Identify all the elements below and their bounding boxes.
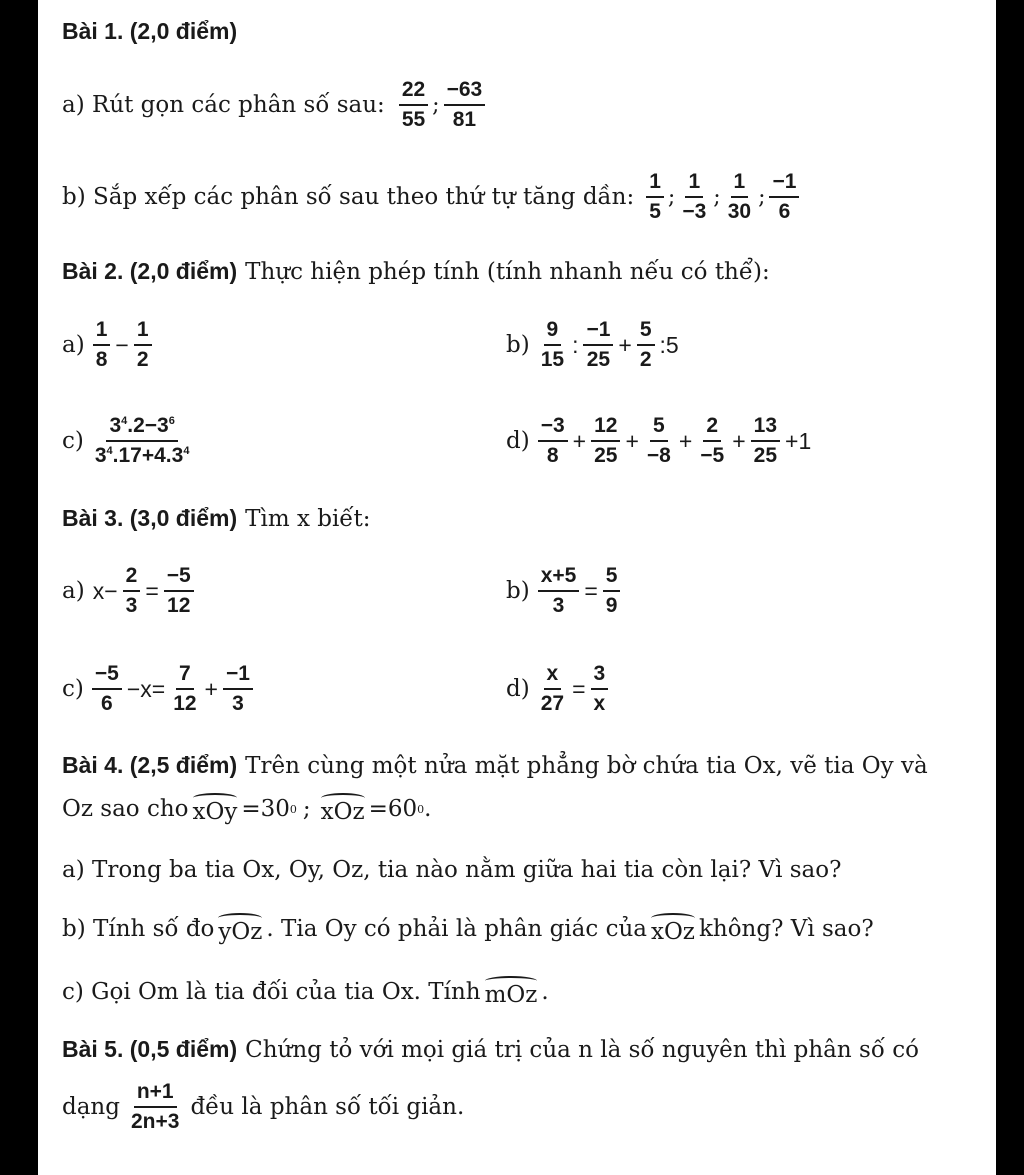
problem-5-title: Bài 5. (0,5 điểm)	[62, 1036, 238, 1062]
problem-4-title: Bài 4. (2,5 điểm)	[62, 752, 238, 778]
fraction: $\frac{3^4.2-3^6}{3^4.17+4.3^4}$	[94, 414, 190, 468]
angle-xoz: xOz	[651, 913, 695, 945]
problem-5-header	[62, 1036, 919, 1063]
fraction: $\frac{12}{25}$	[591, 414, 620, 468]
problem-3-header	[62, 505, 370, 532]
fraction: $\frac{-3}{8}$	[538, 414, 568, 468]
worksheet-page	[38, 0, 996, 1175]
fraction: $\frac{x}{27}$	[540, 662, 565, 716]
fraction: $\frac{-1}{6}$	[769, 170, 799, 224]
problem-4-condition: Oz sao cho xOy =30 0 ; xOz =60 0 .	[62, 793, 431, 825]
fraction: $\frac{-63}{81}$	[444, 78, 486, 132]
angle-moz: mOz	[485, 976, 538, 1008]
problem-1b-text: b) Sắp xếp các phân số sau theo thứ tự tăng dần:	[62, 184, 635, 211]
fraction: $\frac{9}{15}$	[540, 318, 565, 372]
fraction: $\frac{-5}{12}$	[164, 564, 194, 618]
problem-5-text: Chứng tỏ với mọi giá trị của n là số nguyên thì phân số có	[245, 1036, 919, 1063]
fraction: $\frac{5}{-8}$	[646, 414, 671, 468]
problem-4b: b) Tính số đo yOz . Tia Oy có phải là phân giác của xOz không? Vì sao?	[62, 913, 874, 945]
fraction: $\frac{7}{12}$	[173, 662, 197, 716]
problem-1-title: Bài 1. (2,0 điểm)	[62, 18, 238, 44]
fraction: $\frac{1}{30}$	[727, 170, 752, 224]
angle-xoy: xOy	[193, 793, 238, 825]
problem-1a-text: a) Rút gọn các phân số sau:	[62, 92, 385, 119]
fraction: $\frac{-1}{3}$	[223, 662, 253, 716]
problem-1b: b) Sắp xếp các phân số sau theo thứ tự tăng dần: $\frac{1}{5}$ ; $\frac{1}{-3}$ ; $\frac{1}{30}$ ; $\frac{-1}{6}$	[62, 170, 802, 224]
problem-2b: b) $\frac{9}{15}$ : $\frac{-1}{25}$ + $\frac{5}{2}$ :5	[506, 318, 679, 372]
fraction: $\frac{1}{2}$	[134, 318, 152, 372]
problem-5-form: dạng $\frac{n+1}{2n+3}$ đều là phân số tối giản.	[62, 1080, 465, 1134]
angle-xoz: xOz	[321, 793, 365, 825]
fraction: $\frac{1}{-3}$	[682, 170, 707, 224]
problem-2a: a) $\frac{1}{8}$ − $\frac{1}{2}$	[62, 318, 155, 372]
problem-2d: d) $\frac{-3}{8}$ + $\frac{12}{25}$ + $\frac{5}{-8}$ + $\frac{2}{-5}$ + $\frac{13}{25}$ +1	[506, 414, 812, 468]
fraction: $\frac{-1}{25}$	[583, 318, 613, 372]
problem-3b: b) $\frac{x+5}{3}$ = $\frac{5}{9}$	[506, 564, 623, 618]
problem-4-text: Trên cùng một nửa mặt phẳng bờ chứa tia Ox, vẽ tia Oy và	[245, 752, 928, 779]
problem-3c: c) $\frac{-5}{6}$ −x= $\frac{7}{12}$ + $\frac{-1}{3}$	[62, 662, 256, 716]
fraction: $\frac{2}{-5}$	[700, 414, 725, 468]
problem-2-header	[62, 258, 770, 285]
fraction: $\frac{1}{8}$	[93, 318, 111, 372]
fraction: $\frac{-5}{6}$	[92, 662, 122, 716]
fraction: $\frac{3}{x}$	[591, 662, 609, 716]
problem-4c: c) Gọi Om là tia đối của tia Ox. Tính mOz .	[62, 976, 549, 1008]
fraction: $\frac{1}{5}$	[646, 170, 664, 224]
problem-2-title: Bài 2. (2,0 điểm)	[62, 258, 238, 284]
problem-3a: a) x− $\frac{2}{3}$ = $\frac{-5}{12}$	[62, 564, 197, 618]
problem-2-text: Thực hiện phép tính (tính nhanh nếu có thể):	[245, 258, 770, 285]
problem-2c: c) $\frac{3^4.2-3^6}{3^4.17+4.3^4}$	[62, 414, 195, 468]
fraction: $\frac{n+1}{2n+3}$	[130, 1080, 180, 1134]
problem-4a: a) Trong ba tia Ox, Oy, Oz, tia nào nằm giữa hai tia còn lại? Vì sao?	[62, 857, 842, 883]
problem-3d: d) $\frac{x}{27}$ = $\frac{3}{x}$	[506, 662, 611, 716]
fraction: $\frac{22}{55}$	[399, 78, 428, 132]
fraction: $\frac{13}{25}$	[751, 414, 780, 468]
fraction: $\frac{2}{3}$	[123, 564, 141, 618]
fraction: $\frac{5}{9}$	[603, 564, 621, 618]
angle-yoz: yOz	[218, 913, 262, 945]
problem-4-header	[62, 752, 928, 779]
problem-1a: a) Rút gọn các phân số sau: $\frac{22}{55}$ ; $\frac{-63}{81}$	[62, 78, 488, 132]
fraction: $\frac{5}{2}$	[637, 318, 655, 372]
problem-3-title: Bài 3. (3,0 điểm)	[62, 505, 238, 531]
problem-3-text: Tìm x biết:	[245, 505, 371, 532]
fraction: $\frac{x+5}{3}$	[538, 564, 580, 618]
